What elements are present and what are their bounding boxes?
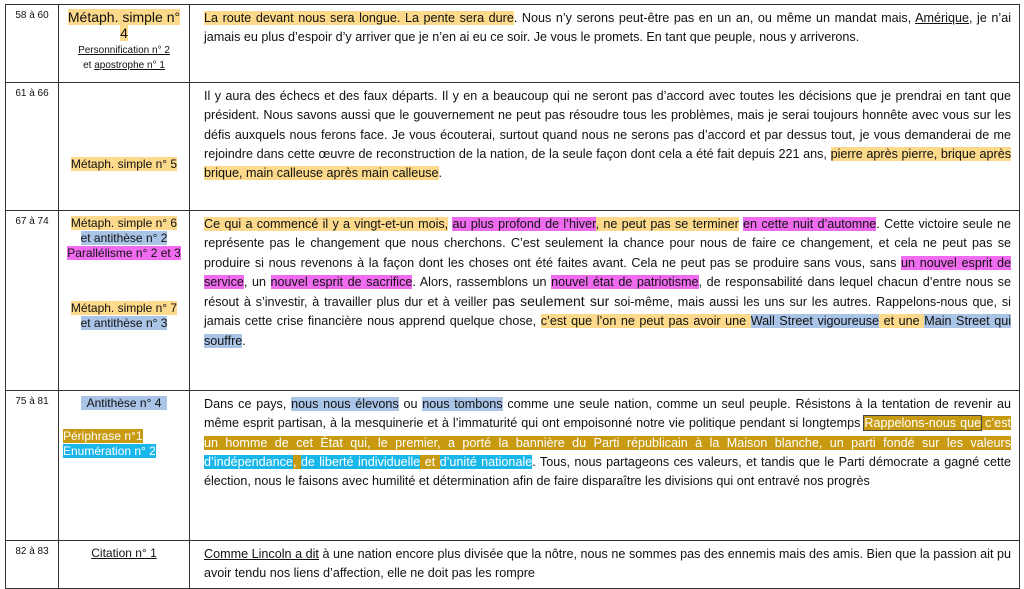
line-range: 58 à 60 [6,5,59,83]
speech-text [190,5,1020,83]
annotation-periphrasis: Périphrase n°1 [63,429,143,443]
highlight-parallelism: un nouvel esprit de service [204,255,1011,289]
annotation-citation: Citation n° 1 [91,546,157,560]
highlight-parallelism: au plus profond de l’hiver [452,217,596,231]
highlight-metaphor: c’est que l’on ne peut pas avoir une [540,314,751,329]
annotation-enumeration: Enumération n° 2 [63,444,156,458]
highlight-parallelism: nouvel état de patriotisme [551,274,699,289]
highlight-metaphor: ne peut pas se terminer [603,217,739,231]
speech-text [190,211,1020,391]
annotation-metaphor: Métaph. simple n° 6 [70,216,178,230]
text-segment: . [242,333,246,348]
text-segment: à une nation encore plus divisée que la nôtre, nous ne sommes pas des ennemis mais des amis. Bien que la passion ait pu avoir tendu nos liens d’affection, elle ne doit pas les rompre [204,547,1011,581]
text-segment: , de responsabilité dans lequel chacun d’entre nous se résout à s’investir, à travailler plus dur et à veiller [204,274,1011,310]
speech-text [190,83,1020,211]
highlight-parallelism: nouvel esprit de sacrifice [270,274,413,289]
highlight-periphrasis: c’est un homme de cet État qui, le premier, a porté la bannière du Parti républicain à la Maison blanche, un parti fondé sur les valeurs [204,416,1011,450]
annotation-cell [59,541,190,589]
highlight-enumeration: de liberté individuelle [300,454,421,469]
annotation-parallelism: Parallélisme n° 2 et 3 [67,246,181,260]
highlight-antithesis: Wall Street vigoureuse [750,314,880,329]
highlight-apostrophe: Amérique [915,11,969,25]
text-segment: Il y aura des échecs et des faux départs. Il y en a beaucoup qui ne seront pas d’accord avec toutes les décisions que je prendrai en tant que président. Nous savons aussi que le gouvernement ne peut pas résoudre tous les problèmes, mais je serai toujours honnête avec vous sur les défis auxquels nous ferons face. Je vous écouterai, surtout quand nous ne serons pas d’accord et par dessus tout, je vous demanderai de me rejoindre dans cette œuvre de reconstruction de la nation, de la seule façon dont cela a été fait depuis 221 ans, [204,89,1011,161]
line-range: 67 à 74 [6,211,59,391]
table-row [6,83,1020,211]
annotation-metaphor: Métaph. simple n° 5 [70,157,178,171]
text-segment: , je n’ai jamais eu plus d’espoir d’y arriver que je n’en ai eu ce soir. Je vous le promets. En tant que peuple, nous y arriverons. [204,11,1011,45]
highlight-metaphor: La route devant nous sera longue. La pente sera dure [204,11,514,25]
speech-text [190,391,1020,541]
text-segment: . Cette victoire seule ne représente pas le changement que nous cherchons. C’est seulement la chance pour nous de faire ce changement, et cela ne peut pas se produire si nous revenons à la façon dont les choses ont été faites avant. Cela ne peut pas se produire sans vous, sans [204,217,1011,270]
annotation-metaphor: Métaph. simple n° 7 [70,301,178,315]
highlight-periphrasis: Rappelons-nous que [864,416,982,431]
text-segment: . Tous, nous partageons ces valeurs, et tandis que le Parti démocrate a gagné cette élection, nous le faisons avec humilité et détermination afin de faire disparaître les divisions qui ont entravé nos progrès [204,454,1011,489]
table-row [6,541,1020,589]
highlight-enumeration: d’unité nationale [439,454,533,469]
annotation-antithesis: et antithèse n° 2 [80,231,168,245]
highlight-parallelism: en cette nuit d’automne [743,217,877,231]
text-segment: . Alors, rassemblons un [412,274,552,289]
annotation-metaphor: Métaph. simple n° 4 [67,9,181,41]
annotation-cell [59,211,190,391]
annotation-personification: Personnification n° 2 [78,45,170,56]
line-range: 75 à 81 [6,391,59,541]
annotation-antithesis: et antithèse n° 3 [80,316,168,330]
text-segment: soi-même, mais aussi les uns sur les autres. Rappelons-nous que, si jamais cette crise financière nous apprend quelque chose, [204,295,1011,329]
annotation-antithesis: Antithèse n° 4 [81,396,168,410]
highlight-metaphor: Ce qui a commencé il y a vingt-et-un mois, [204,217,449,231]
highlight-metaphor: pierre après pierre, brique après brique, main calleuse après main calleuse [204,146,1011,181]
highlight-metaphor: et une [879,314,925,329]
table-row [6,211,1020,391]
annotation-apostrophe-prefix: et [83,60,95,71]
speech-text [190,541,1020,589]
annotation-cell [59,5,190,83]
highlight-antithesis: Main Street qui souffre [204,314,1012,348]
text-segment: . Nous n’y serons peut-être pas en un an, ou même un mandat mais, [513,11,916,25]
annotation-cell [59,83,190,211]
table-row [6,391,1020,541]
text-segment: pas seulement sur [492,293,610,310]
analysis-table [5,4,1020,589]
highlight-antithesis: nous tombons [422,397,503,411]
text-segment: . [438,166,443,181]
highlight-metaphor: , [595,217,604,231]
highlight-citation: Comme Lincoln a dit [204,547,319,561]
annotation-cell [59,391,190,541]
text-segment: Dans ce pays, [204,397,292,411]
table-row [6,5,1020,83]
line-range: 61 à 66 [6,83,59,211]
highlight-periphrasis: , [292,454,301,469]
highlight-enumeration: d’indépendance [204,454,293,469]
text-segment: , un [243,274,271,289]
text-segment: comme une seule nation, comme un seul peuple. Résistons à la tentation de revenir au même esprit partisan, à la mesquinerie et à l’immaturité qui ont empoisonné notre vie politique pendant si longtemps [204,397,1011,431]
line-range: 82 à 83 [6,541,59,589]
annotation-apostrophe: apostrophe n° 1 [94,60,165,71]
highlight-periphrasis: et [420,454,440,469]
highlight-antithesis: nous nous élevons [291,397,399,411]
text-segment: ou [398,397,423,411]
